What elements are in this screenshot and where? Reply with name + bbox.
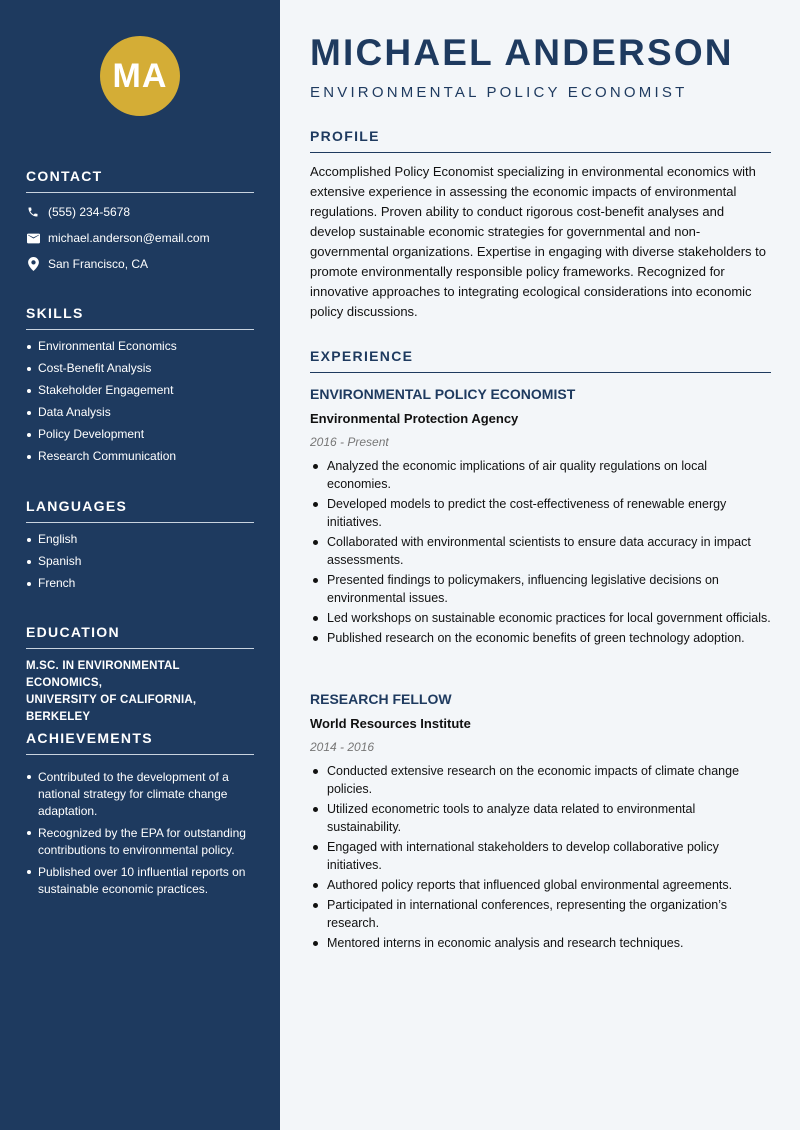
education-degree	[26, 658, 254, 726]
achievements-heading: ACHIEVEMENTS	[26, 730, 254, 755]
achievements-section	[26, 730, 254, 903]
job-bullet: Utilized econometric tools to analyze data related to environmental sustainability.	[310, 800, 771, 836]
job-bullets	[310, 457, 771, 647]
education-school-line: UNIVERSITY OF CALIFORNIA, BERKELEY	[26, 694, 197, 723]
job-bullet: Analyzed the economic implications of air quality regulations on local economies.	[310, 457, 771, 493]
skill-item: Environmental Economics	[26, 339, 254, 354]
achievements-list	[26, 769, 254, 898]
languages-heading: LANGUAGES	[26, 498, 254, 523]
contact-heading: CONTACT	[26, 168, 254, 193]
main-content	[280, 0, 800, 1130]
skill-item: Policy Development	[26, 427, 254, 442]
job-title: ENVIRONMENTAL POLICY ECONOMIST	[310, 386, 576, 402]
achievement-item: Recognized by the EPA for outstanding contributions to environmental policy.	[26, 825, 254, 859]
education-degree-line: M.SC. IN ENVIRONMENTAL ECONOMICS,	[26, 660, 180, 689]
contact-location: San Francisco, CA	[48, 257, 149, 271]
languages-list	[26, 532, 254, 591]
achievement-item: Contributed to the development of a national strategy for climate change adaptation.	[26, 769, 254, 820]
job-organization: Environmental Protection Agency	[310, 411, 519, 426]
achievement-item: Published over 10 influential reports on sustainable economic practices.	[26, 864, 254, 898]
skills-heading: SKILLS	[26, 305, 254, 330]
job-entry	[310, 691, 771, 954]
job-bullet: Collaborated with environmental scientists to ensure data accuracy in impact assessments.	[310, 533, 771, 569]
profile-section	[310, 128, 771, 322]
job-bullet: Authored policy reports that influenced global environmental agreements.	[310, 876, 771, 894]
skills-section	[26, 305, 254, 471]
profile-heading: PROFILE	[310, 128, 771, 153]
location-pin-icon	[26, 257, 40, 271]
email-icon	[26, 231, 40, 245]
job-organization: World Resources Institute	[310, 716, 471, 731]
contact-location-row	[26, 251, 254, 277]
skill-item: Cost-Benefit Analysis	[26, 361, 254, 376]
skill-item: Stakeholder Engagement	[26, 383, 254, 398]
job-bullet: Presented findings to policymakers, influencing legislative decisions on environmental issues.	[310, 571, 771, 607]
sidebar	[0, 0, 280, 1130]
education-section	[26, 624, 254, 726]
contact-phone: (555) 234-5678	[48, 205, 131, 219]
language-item: English	[26, 532, 254, 547]
language-item: French	[26, 576, 254, 591]
job-dates: 2016 - Present	[310, 435, 389, 449]
education-heading: EDUCATION	[26, 624, 254, 649]
job-title: RESEARCH FELLOW	[310, 691, 452, 707]
language-item: Spanish	[26, 554, 254, 569]
job-bullet: Mentored interns in economic analysis and research techniques.	[310, 934, 771, 952]
candidate-title: ENVIRONMENTAL POLICY ECONOMIST	[310, 84, 688, 101]
languages-section	[26, 498, 254, 598]
contact-email: michael.anderson@email.com	[48, 231, 210, 245]
job-dates: 2014 - 2016	[310, 740, 375, 754]
phone-icon	[26, 205, 40, 219]
skills-list	[26, 339, 254, 464]
experience-section	[310, 348, 771, 373]
job-bullet: Conducted extensive research on the economic impacts of climate change policies.	[310, 762, 771, 798]
job-bullet: Participated in international conferences, representing the organization’s research.	[310, 896, 771, 932]
profile-text: Accomplished Policy Economist specializing in environmental economics with extensive experience in assessing the economic impacts of environmental regulations. Proven ability to conduct rigorous cost-benefit analyses and develop sustainable economic strategies for governmental and non-governmental organizations. Expertise in engaging with diverse stakeholders to promote environmentally responsible policy frameworks. Recognized for innovative approaches to integrating ecological considerations into economic policy discussions.	[310, 164, 766, 319]
job-bullet: Developed models to predict the cost-effectiveness of renewable energy initiatives.	[310, 495, 771, 531]
candidate-name: MICHAEL ANDERSON	[310, 32, 734, 73]
job-bullet: Led workshops on sustainable economic practices for local government officials.	[310, 609, 771, 627]
experience-heading: EXPERIENCE	[310, 348, 771, 373]
contact-email-row	[26, 225, 254, 251]
contact-phone-row	[26, 199, 254, 225]
job-bullet: Published research on the economic benefits of green technology adoption.	[310, 629, 771, 647]
skill-item: Data Analysis	[26, 405, 254, 420]
contact-section	[26, 168, 254, 277]
avatar-initials: MA	[100, 36, 180, 116]
job-bullet: Engaged with international stakeholders to develop collaborative policy initiatives.	[310, 838, 771, 874]
skill-item: Research Communication	[26, 449, 254, 464]
job-bullets	[310, 762, 771, 952]
job-entry	[310, 386, 771, 649]
